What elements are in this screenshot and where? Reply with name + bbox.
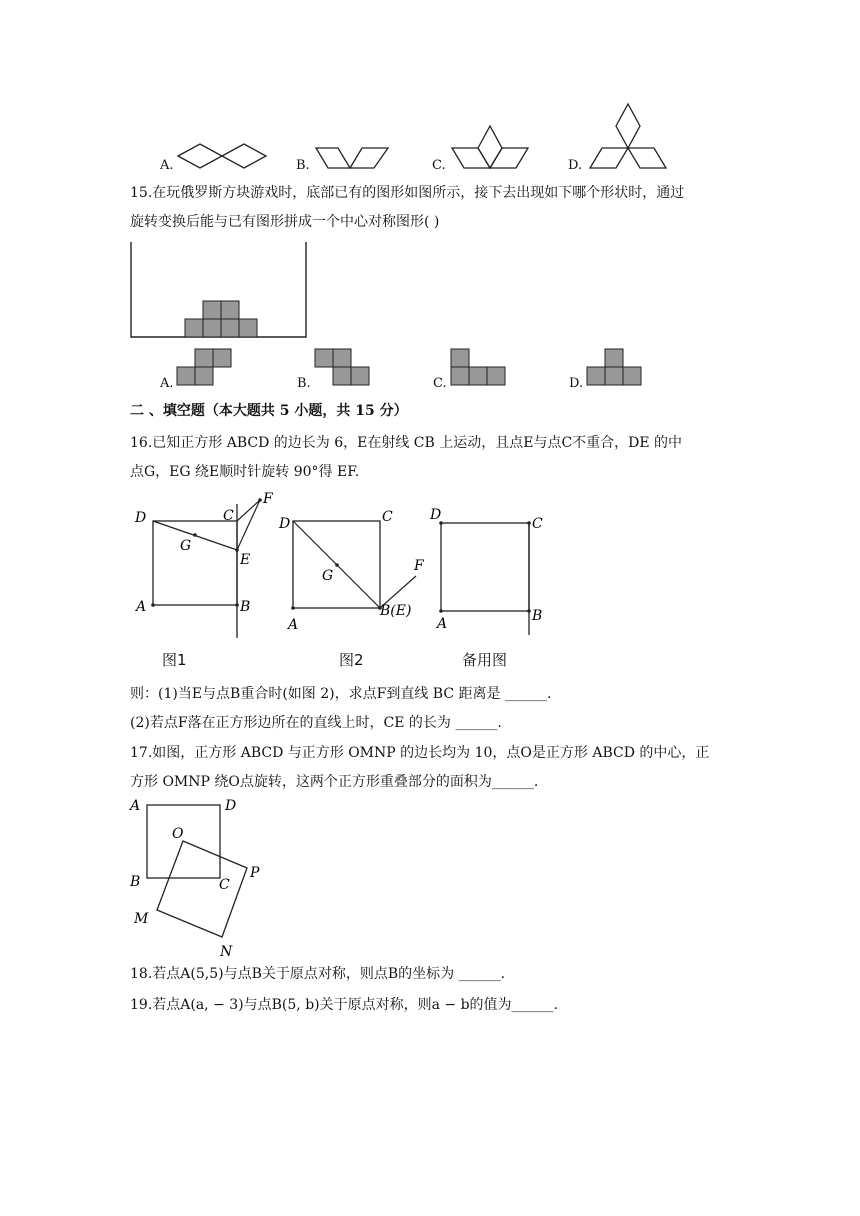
- q14-option-a-figure: [178, 142, 270, 172]
- q15-option-a-label: A.: [160, 376, 174, 391]
- q17-label-c: C: [219, 877, 230, 893]
- fig1-label-d: D: [135, 510, 147, 526]
- fig3-label-a: A: [437, 616, 448, 632]
- q17-text-line2: 方形 OMNP 绕O点旋转，这两个正方形重叠部分的面积为______.: [130, 774, 539, 790]
- q17-label-m: M: [134, 911, 149, 927]
- fig3-label-c: C: [532, 516, 543, 532]
- q17-label-n: N: [220, 944, 233, 960]
- fig2-label-d: D: [279, 516, 291, 532]
- q18-text: 18.若点A(5,5)与点B关于原点对称，则点B的坐标为 ______.: [130, 966, 506, 982]
- section-title: 二 、填空题（本大题共 5 小题，共 15 分）: [130, 403, 408, 419]
- fig2-caption: 图2: [339, 651, 364, 669]
- fig1-label-c: C: [223, 508, 234, 524]
- fig3-label-b: B: [532, 608, 543, 624]
- q15-option-b-label: B.: [297, 376, 311, 391]
- q14-option-b-figure: [316, 146, 392, 172]
- q15-option-d-label: D.: [569, 376, 584, 391]
- q16-text-line1: 16.已知正方形 ABCD 的边长为 6，E在射线 CB 上运动，且点E与点C不重合，DE 的中: [130, 435, 683, 451]
- q15-text-line1: 15.在玩俄罗斯方块游戏时，底部已有的图形如图所示，接下去出现如下哪个形状时，通过: [130, 185, 685, 201]
- fig2-label-c: C: [382, 509, 393, 525]
- q17-label-d: D: [225, 798, 237, 814]
- q16-figure-3: [428, 500, 568, 640]
- fig1-label-f: F: [263, 491, 273, 507]
- q16-sub1: 则：(1)当E与点B重合时(如图 2)，求点F到直线 BC 距离是 ______.: [130, 686, 552, 702]
- q14-option-c-figure: [452, 124, 532, 170]
- q17-text-line1: 17.如图，正方形 ABCD 与正方形 OMNP 的边长均为 10，点O是正方形 ABCD 的中心，正: [130, 745, 710, 761]
- q15-option-b-figure: [315, 349, 373, 387]
- fig2-label-f: F: [414, 558, 424, 574]
- q15-text-line2: 旋转变换后能与已有图形拼成一个中心对称图形( ): [130, 214, 440, 230]
- q14-option-a-label: A.: [160, 158, 174, 173]
- fig1-label-e: E: [240, 552, 251, 568]
- fig2-label-g: G: [322, 568, 334, 584]
- q17-label-b: B: [130, 874, 141, 890]
- q15-option-c-figure: [451, 349, 509, 387]
- fig2-label-be: B(E): [380, 603, 412, 619]
- q14-option-c-label: C.: [432, 158, 446, 173]
- q17-label-a: A: [130, 798, 141, 814]
- q15-tetris-container-figure: [130, 242, 310, 340]
- q15-option-a-figure: [177, 349, 235, 387]
- q14-option-b-label: B.: [296, 158, 310, 173]
- q15-option-c-label: C.: [433, 376, 447, 391]
- fig3-label-d: D: [430, 507, 442, 523]
- q17-figure: [130, 796, 270, 962]
- q14-option-d-figure: [590, 102, 666, 172]
- fig3-caption: 备用图: [462, 651, 508, 669]
- q19-text: 19.若点A(a, − 3)与点B(5, b)关于原点对称，则a − b的值为______.: [130, 997, 559, 1013]
- fig1-caption: 图1: [162, 651, 187, 669]
- q16-text-line2: 点G，EG 绕E顺时针旋转 90°得 EF.: [130, 464, 360, 480]
- fig1-label-g: G: [180, 538, 192, 554]
- q16-figure-1: [130, 490, 280, 640]
- q14-option-d-label: D.: [568, 158, 583, 173]
- q16-sub2: (2)若点F落在正方形边所在的直线上时，CE 的长为 ______.: [130, 715, 502, 731]
- fig2-label-a: A: [288, 617, 299, 633]
- q15-option-d-figure: [587, 349, 645, 387]
- fig1-label-a: A: [136, 599, 147, 615]
- q17-label-p: P: [250, 865, 260, 881]
- q17-label-o: O: [172, 826, 184, 842]
- fig1-label-b: B: [240, 599, 251, 615]
- q16-figure-2: [278, 500, 438, 640]
